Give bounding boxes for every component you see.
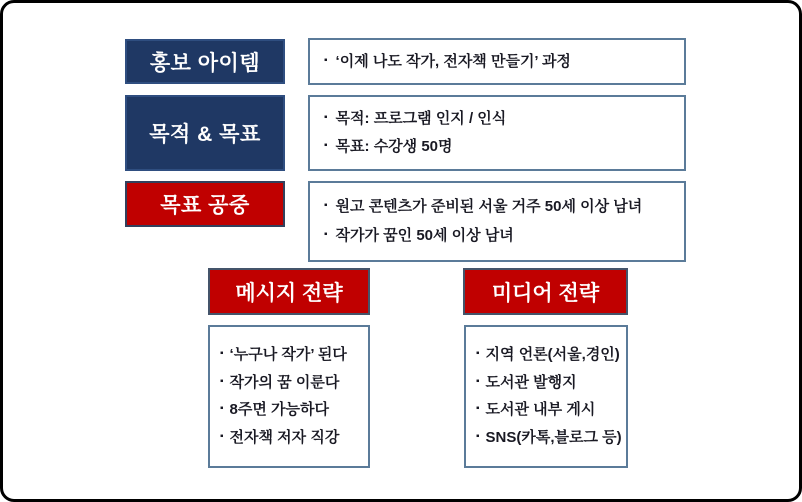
content-box-purpose-goal <box>308 95 686 171</box>
label-box-purpose-goal <box>125 95 285 171</box>
list-item-text: 목적: 프로그램 인지 / 인식 <box>335 110 507 128</box>
label-text: 목표 공중 <box>160 194 250 217</box>
list-item <box>324 198 678 216</box>
content-box-message-strategy <box>208 325 370 468</box>
bullet-square-icon: ▪ <box>220 430 224 442</box>
bullet-square-icon: ▪ <box>220 375 224 387</box>
list-item <box>220 429 364 447</box>
list-item-text: 도서관 발행지 <box>485 373 577 391</box>
bullet-square-icon: ▪ <box>476 348 480 360</box>
list-item-text: SNS(카톡,블로그 등) <box>485 428 622 446</box>
list-item <box>324 53 678 71</box>
list-item-text: 지역 언론(서울,경인) <box>485 346 620 364</box>
label-text: 목적 & 목표 <box>149 123 261 146</box>
bullet-square-icon: ▪ <box>476 375 480 387</box>
header-text: 메시지 전략 <box>235 281 343 305</box>
list-item-text: ‘이제 나도 작가, 전자책 만들기’ 과정 <box>335 52 571 70</box>
content-box-promo-item <box>308 38 686 85</box>
list-item <box>324 138 678 156</box>
list-item <box>476 401 622 419</box>
list-item-text: 8주면 가능하다 <box>229 401 329 419</box>
list-item-text: ‘누구나 작가’ 된다 <box>229 346 347 364</box>
bullet-square-icon: ▪ <box>220 403 224 415</box>
header-media-strategy <box>463 268 628 315</box>
bullet-square-icon: ▪ <box>324 229 328 240</box>
list-item-text: 전자책 저자 직강 <box>229 428 340 446</box>
label-box-target-public <box>125 181 285 227</box>
list-item <box>476 346 622 364</box>
list-item <box>476 429 622 447</box>
list-item <box>324 110 678 128</box>
bullet-square-icon: ▪ <box>324 200 328 211</box>
list-item <box>220 346 364 364</box>
content-box-media-strategy <box>464 325 628 468</box>
list-item-text: 목표: 수강생 50명 <box>335 137 453 155</box>
bullet-square-icon: ▪ <box>324 112 328 124</box>
list-item-text: 원고 콘텐츠가 준비된 서울 거주 50세 이상 남녀 <box>335 198 643 215</box>
list-item <box>476 374 622 392</box>
bullet-square-icon: ▪ <box>324 139 328 151</box>
header-text: 미디어 전략 <box>491 281 600 305</box>
bullet-square-icon: ▪ <box>220 348 224 360</box>
label-box-promo-item <box>125 39 285 84</box>
list-item-text: 작가가 꿈인 50세 이상 남녀 <box>335 227 514 244</box>
bullet-square-icon: ▪ <box>324 54 328 66</box>
label-text: 홍보 아이템 <box>149 51 261 75</box>
list-item <box>324 227 678 245</box>
header-message-strategy <box>208 268 370 315</box>
content-box-target-public <box>308 181 686 262</box>
list-item <box>220 374 364 392</box>
list-item-text: 작가의 꿈 이룬다 <box>229 373 340 391</box>
bullet-square-icon: ▪ <box>476 403 480 415</box>
list-item-text: 도서관 내부 게시 <box>485 401 596 419</box>
bullet-square-icon: ▪ <box>476 430 480 442</box>
list-item <box>220 401 364 419</box>
